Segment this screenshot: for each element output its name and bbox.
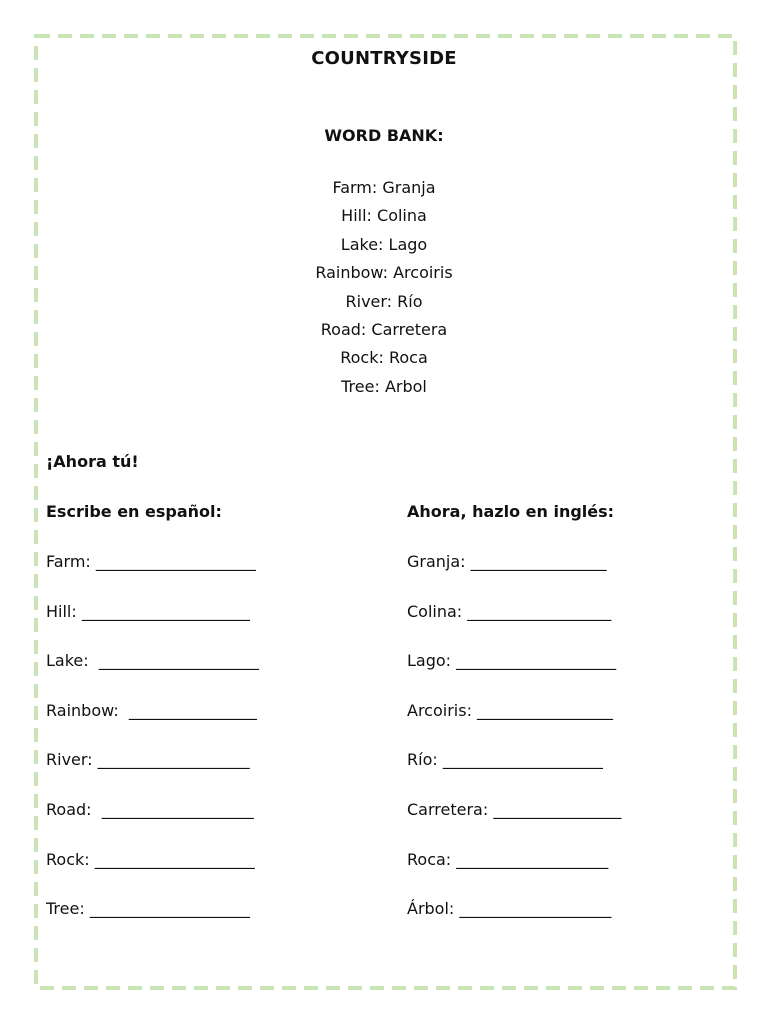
word-bank-item: Rainbow: Arcoiris [315,263,453,283]
word-bank-item: Hill: Colina [341,206,427,226]
page-title: COUNTRYSIDE [311,48,457,69]
exercise-item: Lago: ____________________ [407,651,617,671]
exercise-heading: ¡Ahora tú! [46,452,139,471]
english-column-heading: Ahora, hazlo en inglés: [407,502,615,521]
exercise-item: Lake: ____________________ [46,651,259,671]
exercise-item: Road: ___________________ [46,799,254,819]
word-bank-item: Tree: Arbol [341,376,427,396]
word-bank-item: Farm: Granja [332,178,436,197]
exercise-item: Colina: __________________ [407,601,612,621]
exercise-item: Roca: ___________________ [407,849,609,869]
exercise-item: Granja: _________________ [407,552,607,571]
exercise-item: Hill: _____________________ [46,601,250,621]
exercise-item: Rock: ____________________ [46,849,255,869]
spanish-column-heading: Escribe en español: [46,502,222,521]
word-bank-item: River: Río [345,291,423,311]
exercise-item: Río: ____________________ [407,750,603,770]
word-bank-item: Lake: Lago [340,234,428,254]
exercise-item: Farm: ____________________ [46,552,256,571]
english-exercise-list [407,550,621,947]
exercise-item: Tree: ____________________ [46,899,250,919]
exercise-item: River: ___________________ [46,750,250,770]
word-bank-heading: WORD BANK: [324,126,444,145]
exercise-item: Rainbow: ________________ [46,700,257,720]
exercise-item: Árbol: ___________________ [407,899,612,919]
word-bank-item: Road: Carretera [320,319,448,339]
exercise-item: Carretera: ________________ [407,799,622,819]
word-bank-list [0,174,768,401]
word-bank-item: Rock: Roca [340,348,428,368]
spanish-exercise-list [46,550,259,947]
exercise-item: Arcoiris: _________________ [407,700,614,720]
